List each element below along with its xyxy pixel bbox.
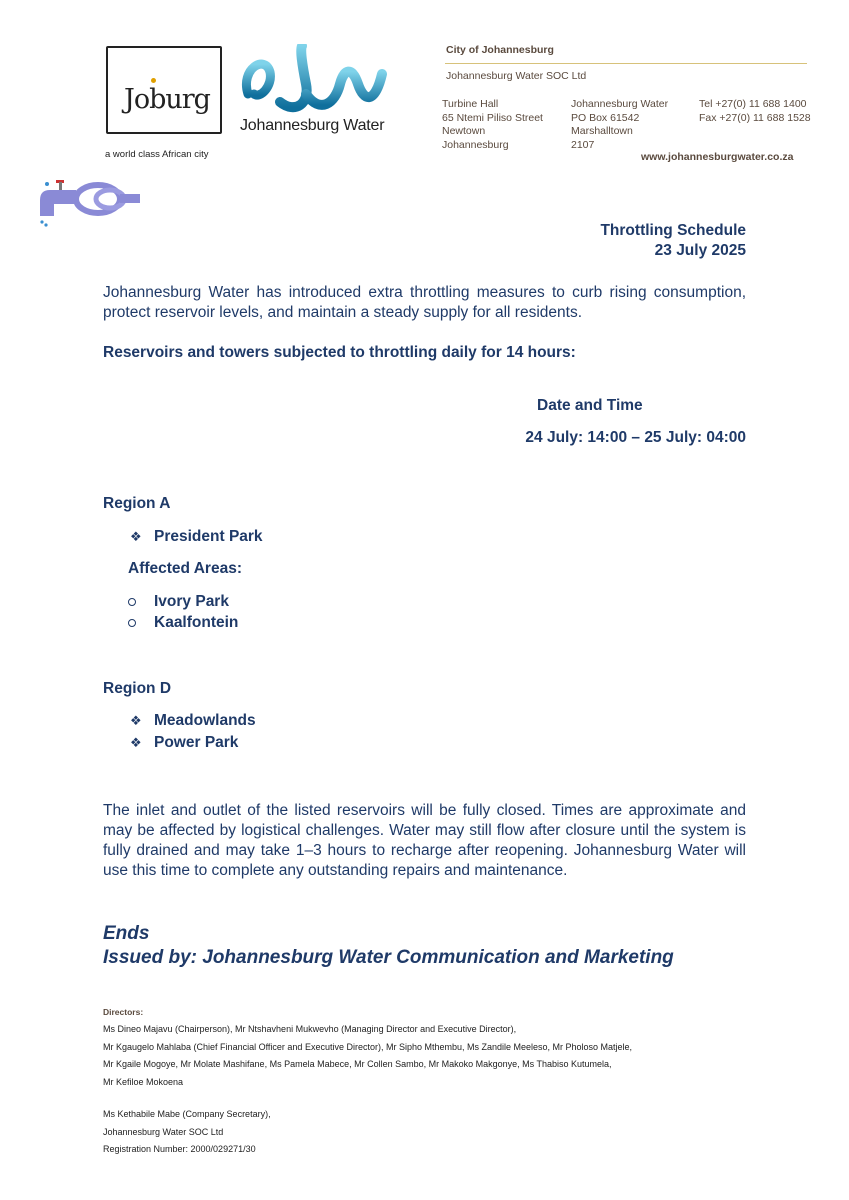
ends-block [103, 922, 674, 970]
diamond-bullet-icon: ❖ [130, 713, 142, 728]
notice-title-block [600, 221, 746, 261]
affected-area-item: Kaalfontein [154, 614, 239, 631]
postal-address [571, 98, 668, 152]
diamond-bullet-icon: ❖ [130, 529, 142, 544]
directors-line: Mr Kgaile Mogoye, Mr Molate Mashifane, Ms Pamela Mabece, Mr Collen Sambo, Mr Makoko Makgonye, Ms Thabiso Kutumela, [103, 1059, 612, 1069]
address-line: Marshalltown [571, 125, 633, 137]
closing-paragraph: The inlet and outlet of the listed reservoirs will be fully closed. Times are approximate and may be affected by logistical challenges. Water may still flow after closure until the system is fully drained and may take 1–3 hours to recharge after reopening. Johannesburg Water will use this time to complete any outstanding repairs and maintenance. [103, 802, 746, 879]
address-line: 65 Ntemi Piliso Street [442, 111, 543, 124]
johannesburg-water-logo [240, 44, 390, 116]
date-time-value: 24 July: 14:00 – 25 July: 04:00 [525, 429, 746, 446]
header-divider [445, 63, 807, 64]
joburg-logo-text: Joburg [124, 84, 210, 115]
throttling-subheading: Reservoirs and towers subjected to throttling daily for 14 hours: [103, 344, 576, 361]
directors-line: Mr Kefiloe Mokoena [103, 1076, 184, 1087]
notice-date: 23 July 2025 [654, 242, 746, 259]
ends-label: Ends [103, 923, 150, 944]
registration-number: Registration Number: 2000/029271/30 [103, 1144, 256, 1154]
joburg-tagline: a world class African city [105, 149, 209, 160]
fax-number: Fax +27(0) 11 688 1528 [699, 111, 811, 124]
joburg-logo-dot [151, 78, 156, 83]
knotted-tap-icon [36, 178, 142, 230]
issued-by: Issued by: Johannesburg Water Communication and Marketing [103, 947, 674, 968]
website-link[interactable]: www.johannesburgwater.co.za [641, 151, 794, 163]
johannesburg-water-logo-name: Johannesburg Water [240, 117, 385, 134]
address-line: Johannesburg Water [571, 98, 669, 110]
city-name: City of Johannesburg [446, 44, 554, 56]
reservoir-item: Power Park [154, 734, 239, 751]
reservoir-item: Meadowlands [154, 712, 256, 729]
directors-line: Ms Dineo Majavu (Chairperson), Mr Ntshavheni Mukwevho (Managing Director and Executive Director), [103, 1024, 517, 1034]
circle-bullet-icon [128, 598, 136, 606]
region-a-heading: Region A [103, 495, 171, 512]
intro-paragraph: Johannesburg Water has introduced extra throttling measures to curb rising consumption, protect reservoir levels, and maintain a steady supply for all residents. [103, 284, 746, 321]
address-line: Johannesburg [442, 138, 509, 151]
company-secretary-block [103, 1106, 271, 1159]
address-line: PO Box 61542 [571, 111, 640, 124]
region-d-heading: Region D [103, 680, 172, 697]
reservoir-item: President Park [154, 528, 263, 545]
secretary-line: Johannesburg Water SOC Ltd [103, 1126, 224, 1137]
affected-area-item: Ivory Park [154, 593, 229, 610]
address-line: Newtown [442, 125, 486, 137]
diamond-bullet-icon: ❖ [130, 735, 142, 750]
street-address [442, 98, 543, 152]
contact-numbers [699, 98, 811, 125]
affected-areas-label: Affected Areas: [128, 560, 242, 577]
address-line: Turbine Hall [442, 98, 499, 110]
phone-number: Tel +27(0) 11 688 1400 [699, 98, 807, 110]
company-name: Johannesburg Water SOC Ltd [446, 70, 587, 82]
secretary-line: Ms Kethabile Mabe (Company Secretary), [103, 1109, 271, 1119]
directors-heading: Directors: [103, 1007, 144, 1017]
date-time-heading: Date and Time [537, 397, 643, 414]
circle-bullet-icon [128, 619, 136, 627]
directors-line: Mr Kgaugelo Mahlaba (Chief Financial Officer and Executive Director), Mr Sipho Mthembu, Ms Zandile Meeleso, Mr Pholoso Matjele, [103, 1041, 633, 1052]
directors-list [103, 1021, 632, 1091]
address-line: 2107 [571, 138, 595, 151]
notice-title: Throttling Schedule [600, 222, 746, 239]
